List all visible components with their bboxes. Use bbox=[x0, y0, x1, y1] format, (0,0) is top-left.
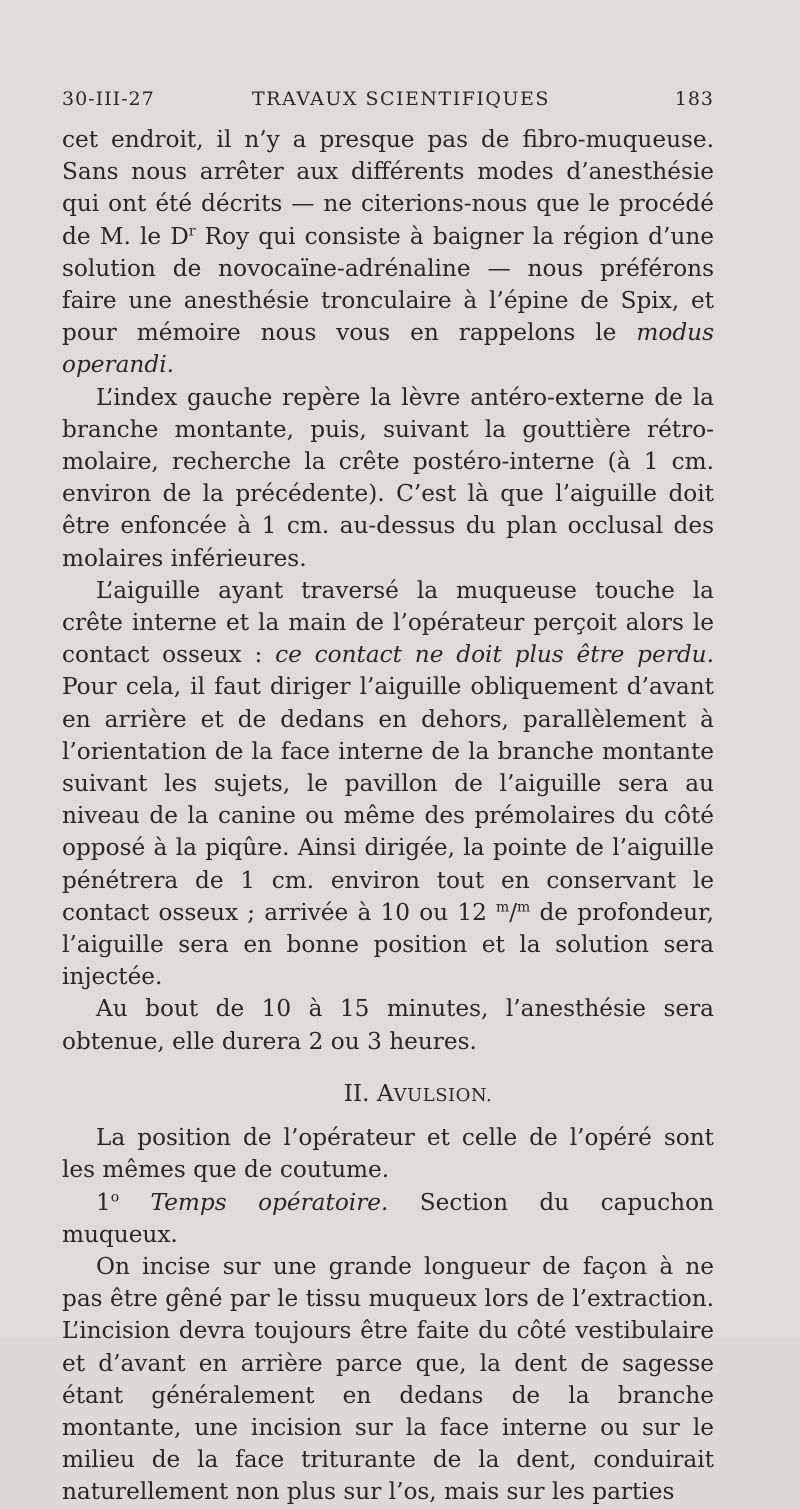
text-run bbox=[119, 1189, 150, 1216]
header-date: 30-III-27 bbox=[62, 88, 155, 110]
text-run: de profondeur, l’aiguille sera en bonne position et la solution sera injectée. bbox=[62, 898, 715, 991]
italic-text: ce contact ne doit plus être perdu. bbox=[275, 641, 714, 669]
text-run: On incise sur une grande longueur de façon à ne pas être gêné par le tissu muqueux lors de l’extraction. L’incision devra toujours être faite du côté vestibulaire et d’avant en arrière parce que, la dent de sagesse étant généralement en dedans de la branche montante, une incision sur la face interne ou sur le milieu de la face triturante de la dent, conduirait naturellement non plus sur l’os, mais sur les parties bbox=[62, 1252, 714, 1506]
section-number: II. bbox=[343, 1079, 377, 1107]
text-run: Pour cela, il faut diriger l’aiguille obliquement d’avant en arrière et de dedans en dehors, parallèlement à l’orientation de la face interne de la branche montante suivant les sujets, le pavillon de l’aiguille sera au niveau de la canine ou même des prémolaires du côté opposé à la piqûre. Ainsi dirigée, la pointe de l’aiguille pénétrera de 1 cm. environ tout en conservant le contact osseux ; arrivée à 10 ou 12 bbox=[62, 673, 714, 926]
paragraph bbox=[62, 993, 714, 1057]
paragraph bbox=[62, 124, 714, 382]
superscript: r bbox=[188, 222, 196, 239]
section-title-rest: VULSION. bbox=[393, 1084, 493, 1106]
paragraph bbox=[62, 1251, 714, 1509]
text-run: Section du capuchon muqueux. bbox=[62, 1188, 714, 1248]
text-run: 1 bbox=[96, 1188, 111, 1216]
section-heading bbox=[62, 1078, 714, 1112]
text-run: Roy qui consiste à baigner la région d’une solution de novocaïne-adrénaline — nous préférons faire une anesthésie tronculaire à l’épine de Spix, et pour mémoire nous vous en rappelons le bbox=[62, 222, 714, 347]
paragraph bbox=[62, 382, 714, 575]
text-run: cet endroit, il n’y a presque pas de fibro-muqueuse. Sans nous arrêter aux différents modes d’anesthésie qui ont été décrits — ne citerions-nous que le procédé de M. le D bbox=[62, 126, 714, 250]
italic-text: Temps opératoire. bbox=[150, 1188, 389, 1216]
superscript: m bbox=[496, 899, 510, 916]
text-run: L’index gauche repère la lèvre antéro-externe de la branche montante, puis, suivant la gouttière rétro-molaire, recherche la crête postéro-interne (à 1 cm. environ de la précédente). C’est là que l’aiguille doit être enfoncée à 1 cm. au-dessus du plan occlusal des molaires inférieures. bbox=[62, 383, 714, 572]
paragraph bbox=[62, 1122, 714, 1186]
paragraph bbox=[62, 1187, 714, 1251]
superscript: o bbox=[110, 1188, 120, 1205]
text-run: Au bout de 10 à 15 minutes, l’anesthésie sera obtenue, elle durera 2 ou 3 heures. bbox=[62, 995, 714, 1055]
italic-text: modus operandi. bbox=[62, 319, 714, 379]
body-text bbox=[62, 124, 714, 1509]
superscript: m bbox=[517, 899, 531, 916]
text-run: L’aiguille ayant traversé la muqueuse touche la crête interne et la main de l’opérateur perçoit alors le contact osseux : bbox=[62, 576, 714, 669]
paragraph bbox=[62, 575, 714, 994]
text-run: / bbox=[509, 898, 518, 926]
section-title-initial: A bbox=[376, 1079, 394, 1107]
page-number: 183 bbox=[674, 88, 714, 110]
header-title: TRAVAUX SCIENTIFIQUES bbox=[252, 88, 550, 110]
text-run: La position de l’opérateur et celle de l’opéré sont les mêmes que de coutume. bbox=[62, 1124, 714, 1184]
